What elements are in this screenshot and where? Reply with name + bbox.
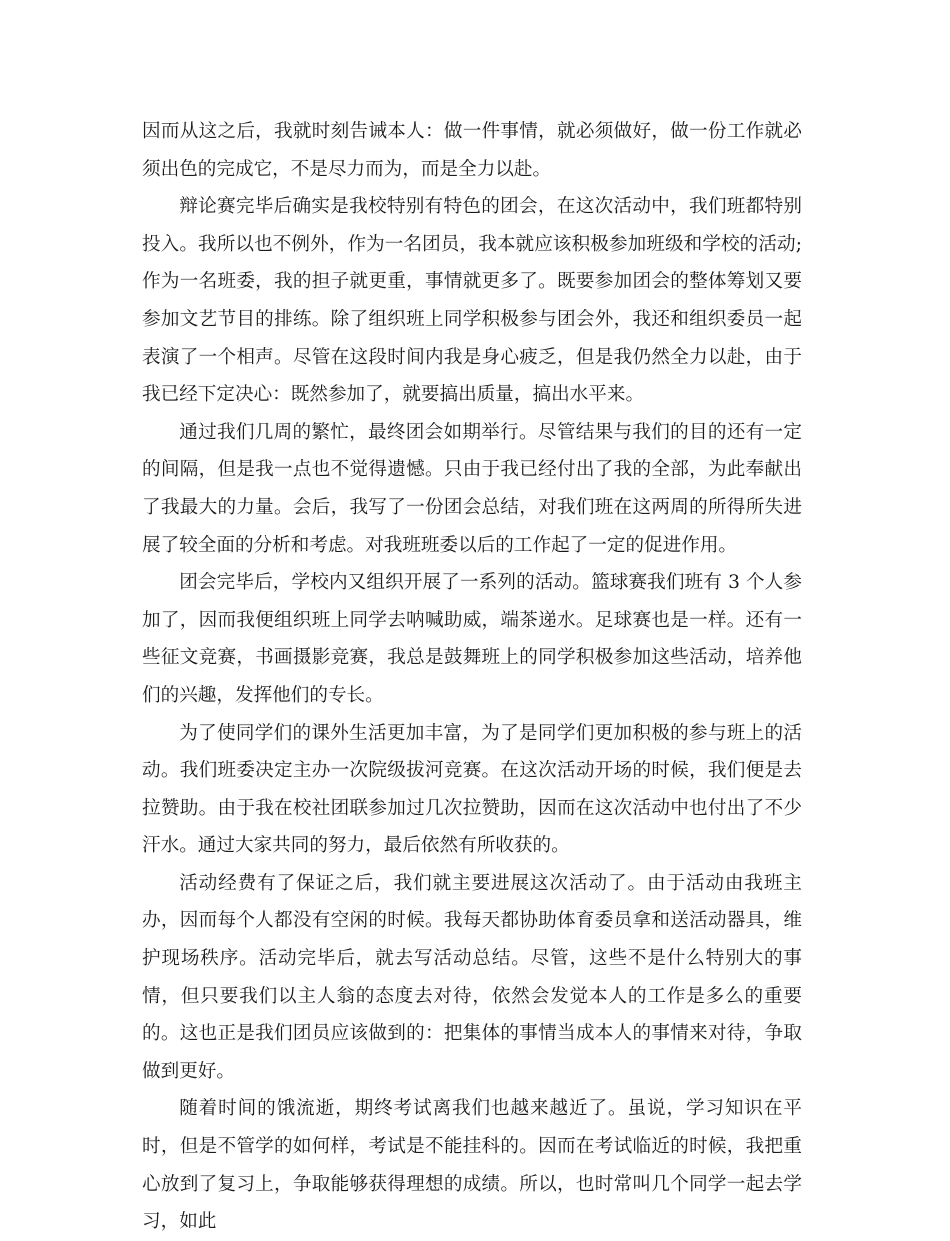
paragraph-team-meeting-held: 通过我们几周的繁忙，最终团会如期举行。尽管结果与我们的目的还有一定的间隔，但是我一点也不觉得遗憾。只由于我已经付出了我的全部，为此奉献出了我最大的力量。会后，我写了一份团会总结，对我们班在这两周的所得所失进展了较全面的分析和考虑。对我班班委以后的工作起了一定的促进作用。: [142, 421, 802, 556]
paragraph-final-exams: 随着时间的饿流逝，期终考试离我们也越来越近了。虽说，学习知识在平时，但是不管学的如何样，考试是不能挂科的。因而在考试临近的时候，我把重心放到了复习上，争取能够获得理想的成绩。所以，也时常叫几个同学一起去学习，如此: [142, 1098, 802, 1233]
paragraph-activity-funding: 活动经费有了保证之后，我们就主要进展这次活动了。由于活动由我班主办，因而每个人都没有空闲的时候。我每天都协助体育委员拿和送活动器具，维护现场秩序。活动完毕后，就去写活动总结。尽管，这些不是什么特别大的事情，但只要我们以主人翁的态度去对待，依然会发觉本人的工作是多么的重要的。这也正是我们团员应该做到的：把集体的事情当成本人的事情来对待，争取做到更好。: [142, 872, 802, 1082]
paragraph-tug-of-war: 为了使同学们的课外生活更加丰富，为了是同学们更加积极的参与班上的活动。我们班委决定主办一次院级拔河竞赛。在这次活动开场的时候，我们便是去拉赞助。由于我在校社团联参加过几次拉赞助，因而在这次活动中也付出了不少汗水。通过大家共同的努力，最后依然有所收获的。: [142, 722, 802, 857]
paragraph-school-activities: 团会完毕后，学校内又组织开展了一系列的活动。篮球赛我们班有 3 个人参加了，因而我便组织班上同学去呐喊助威，端茶递水。足球赛也是一样。还有一些征文竞赛，书画摄影竞赛，我总是鼓舞班上的同学积极参加这些活动，培养他们的兴趣，发挥他们的专长。: [142, 572, 802, 706]
paragraph-debate-team-meeting: 辩论赛完毕后确实是我校特别有特色的团会，在这次活动中，我们班都特别投入。我所以也不例外，作为一名团员，我本就应该积极参加班级和学校的活动;作为一名班委，我的担子就更重，事情就更多了。既要参加团会的整体筹划又要参加文艺节目的排练。除了组织班上同学积极参与团会外，我还和组织委员一起表演了一个相声。尽管在这段时间内我是身心疲乏，但是我仍然全力以赴，由于我已经下定决心：既然参加了，就要搞出质量，搞出水平来。: [142, 196, 802, 406]
document-body: [142, 113, 802, 1241]
paragraph-continuation: 因而从这之后，我就时刻告诫本人：做一件事情，就必须做好，做一份工作就必须出色的完成它，不是尽力而为，而是全力以赴。: [142, 121, 802, 180]
